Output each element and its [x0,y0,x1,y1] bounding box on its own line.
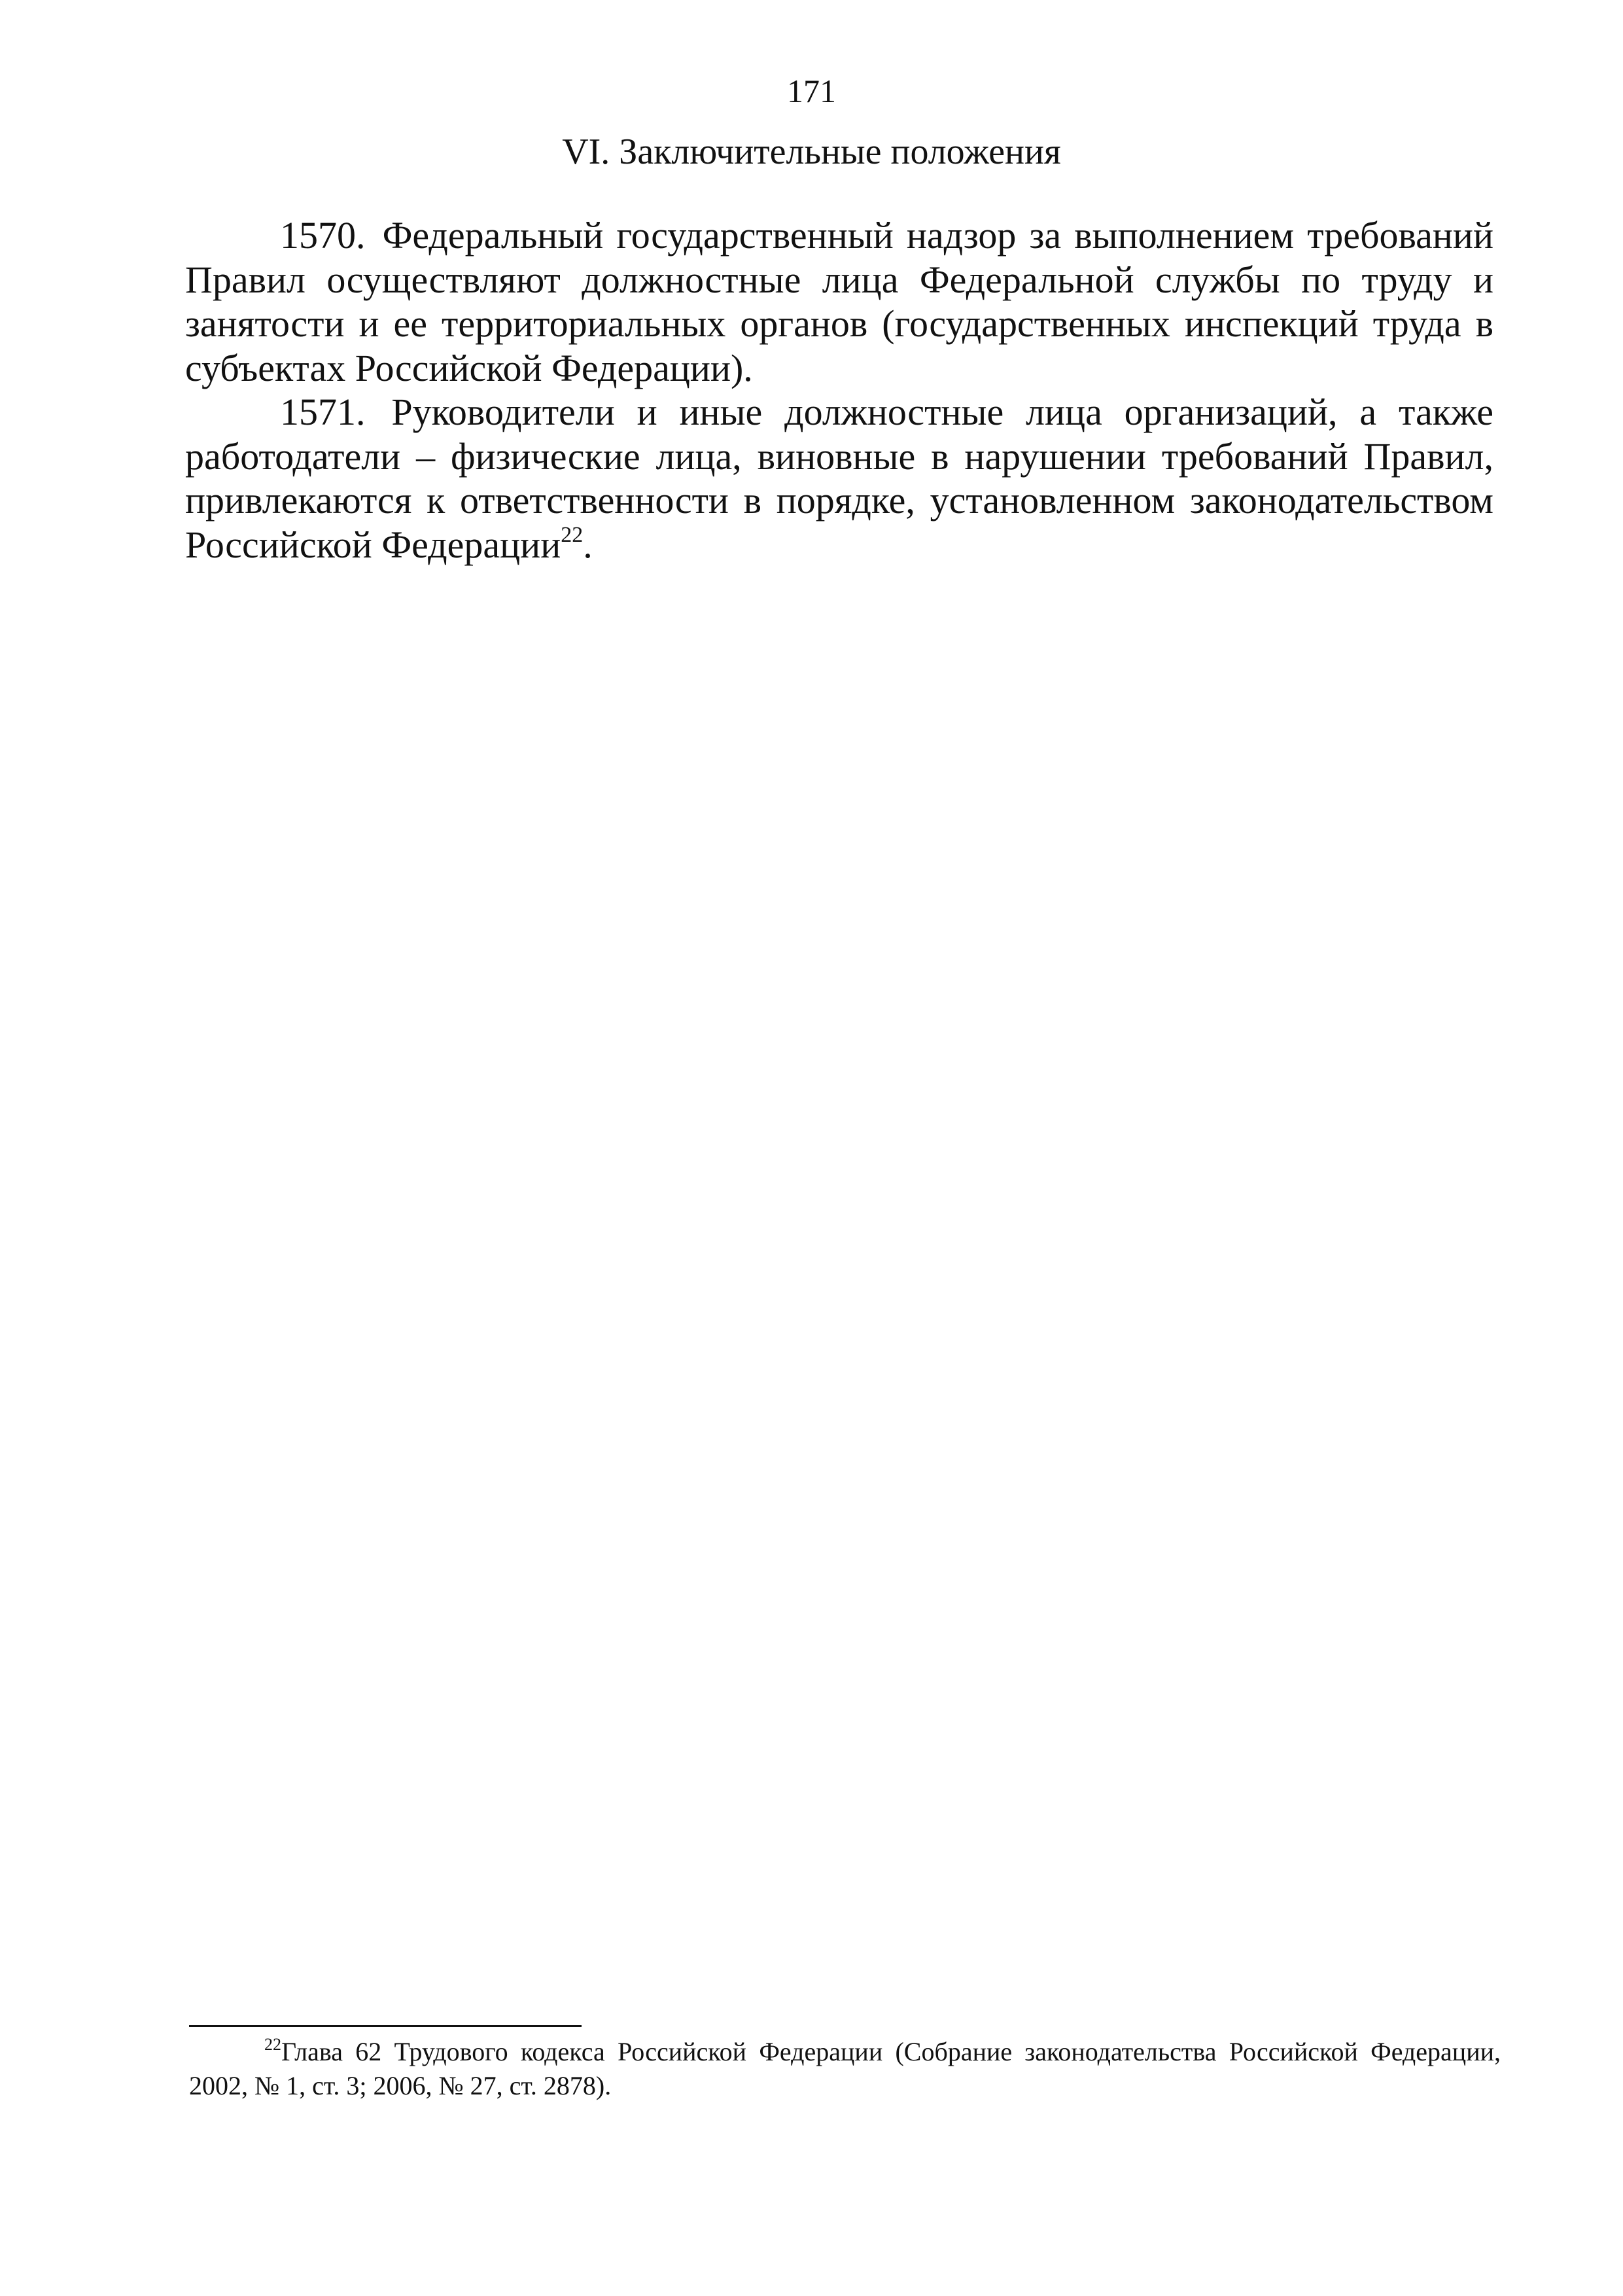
footnote-reference[interactable]: 22 [561,522,584,547]
footnote [189,2035,1501,2103]
footnote-text: Глава 62 Трудового кодекса Российской Федерации (Собрание законодательства Российской Федерации, 2002, № 1, ст. 3; 2006, № 27, ст. 2878). [189,2037,1501,2100]
footnote-marker: 22 [264,2035,281,2054]
section-title: VI. Заключительные положения [562,132,1061,172]
paragraph-number: 1570. [280,214,366,256]
paragraph-text: Руководители и иные должностные лица организаций, а также работодатели – физические лица, виновные в нарушении требований Правил, привлекаются к ответственности в порядке, установленном законодательством Российской Федерации [185,391,1493,566]
paragraph-1570 [185,213,1493,390]
paragraph-number: 1571. [280,391,366,433]
paragraph-text: Федеральный государственный надзор за выполнением требований Правил осуществляют должностные лица Федеральной службы по труду и занятости и ее территориальных органов (государственных инспекций труда в субъектах Российской Федерации). [185,214,1493,389]
page-number: 171 [787,73,836,109]
paragraph-trailing-punctuation: . [583,523,593,566]
footnote-separator [189,2025,582,2027]
paragraph-1571 [185,390,1493,567]
document-body [185,213,1493,567]
